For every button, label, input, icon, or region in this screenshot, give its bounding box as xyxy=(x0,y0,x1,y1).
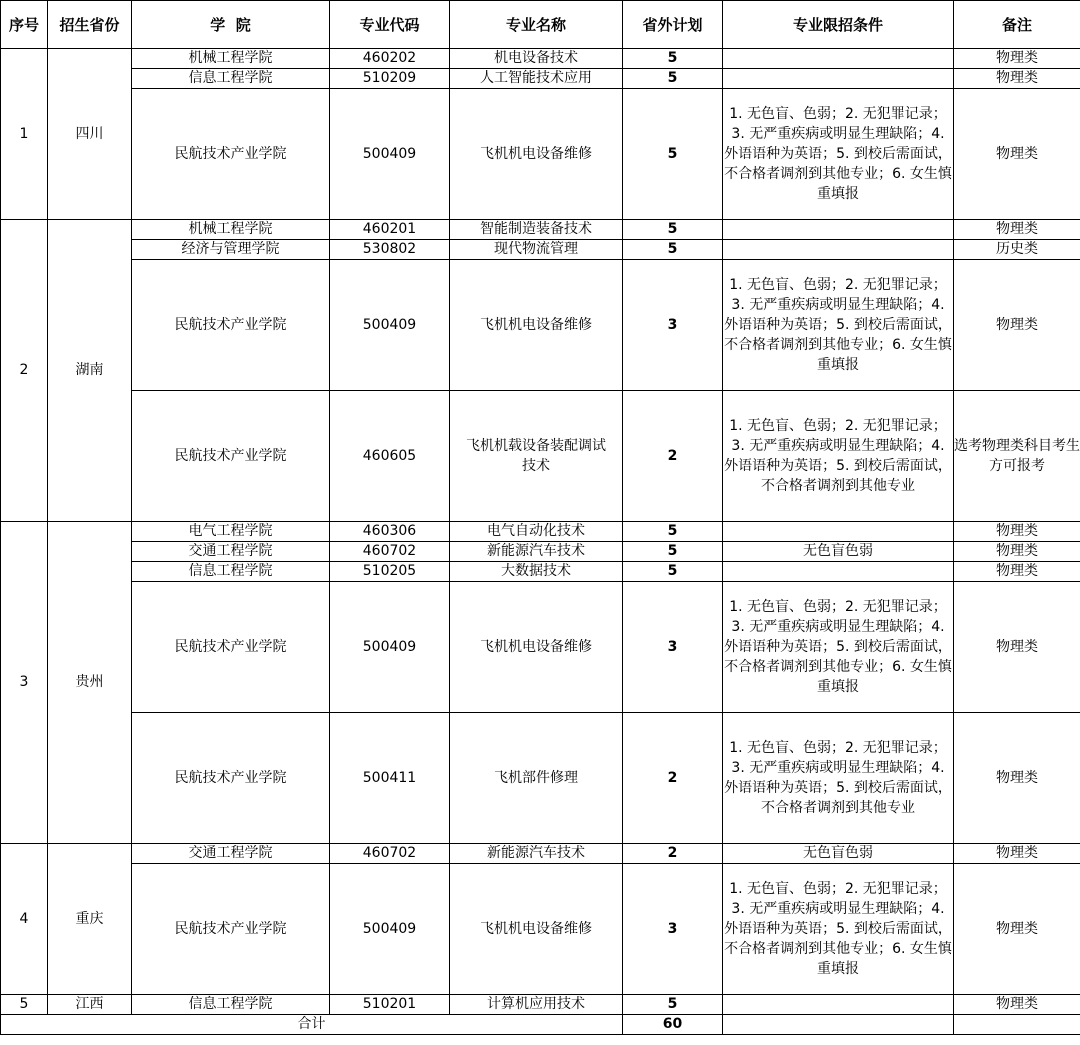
cell-condition: 无色盲色弱 xyxy=(723,844,954,864)
row-index: 5 xyxy=(1,995,48,1015)
cell-condition: 1. 无色盲、色弱；2. 无犯罪记录；3. 无严重疾病或明显生理缺陷；4. 外语语种为英语；5. 到校后需面试，不合格者调剂到其他专业 xyxy=(723,713,954,844)
cell-code: 500411 xyxy=(330,713,450,844)
cell-college: 信息工程学院 xyxy=(132,69,330,89)
cell-college: 机械工程学院 xyxy=(132,49,330,69)
cell-remark: 物理类 xyxy=(954,69,1080,89)
cell-college: 交通工程学院 xyxy=(132,542,330,562)
row-index: 2 xyxy=(1,220,48,522)
cell-plan: 3 xyxy=(623,864,723,995)
cell-remark: 物理类 xyxy=(954,844,1080,864)
table-row xyxy=(1,562,1080,582)
cell-plan: 5 xyxy=(623,220,723,240)
cell-condition xyxy=(723,49,954,69)
cell-code: 510205 xyxy=(330,562,450,582)
cell-plan: 5 xyxy=(623,89,723,220)
total-row xyxy=(1,1015,1080,1035)
header-plan: 省外计划 xyxy=(623,1,723,49)
cell-remark: 物理类 xyxy=(954,89,1080,220)
cell-condition: 1. 无色盲、色弱；2. 无犯罪记录；3. 无严重疾病或明显生理缺陷；4. 外语语种为英语；5. 到校后需面试，不合格者调剂到其他专业；6. 女生慎重填报 xyxy=(723,582,954,713)
cell-plan: 5 xyxy=(623,522,723,542)
cell-remark: 历史类 xyxy=(954,240,1080,260)
cell-condition xyxy=(723,562,954,582)
cell-college: 民航技术产业学院 xyxy=(132,260,330,391)
cell-condition: 无色盲色弱 xyxy=(723,542,954,562)
cell-major: 人工智能技术应用 xyxy=(450,69,623,89)
cell-remark: 物理类 xyxy=(954,864,1080,995)
cell-code: 500409 xyxy=(330,89,450,220)
table-row xyxy=(1,713,1080,844)
cell-condition xyxy=(723,240,954,260)
cell-code: 460306 xyxy=(330,522,450,542)
table-row xyxy=(1,995,1080,1015)
header-college: 学 院 xyxy=(132,1,330,49)
cell-condition xyxy=(723,69,954,89)
cell-plan: 2 xyxy=(623,391,723,522)
cell-major: 飞机机电设备维修 xyxy=(450,260,623,391)
row-index: 4 xyxy=(1,844,48,995)
row-province: 湖南 xyxy=(48,220,132,522)
cell-major: 新能源汽车技术 xyxy=(450,542,623,562)
table-row xyxy=(1,391,1080,522)
row-province: 贵州 xyxy=(48,522,132,844)
table-row xyxy=(1,582,1080,713)
cell-college: 信息工程学院 xyxy=(132,562,330,582)
cell-code: 510201 xyxy=(330,995,450,1015)
table-row xyxy=(1,844,1080,864)
cell-college: 民航技术产业学院 xyxy=(132,713,330,844)
cell-remark: 物理类 xyxy=(954,522,1080,542)
cell-college: 民航技术产业学院 xyxy=(132,391,330,522)
cell-condition: 1. 无色盲、色弱；2. 无犯罪记录；3. 无严重疾病或明显生理缺陷；4. 外语语种为英语；5. 到校后需面试，不合格者调剂到其他专业 xyxy=(723,391,954,522)
cell-condition xyxy=(723,220,954,240)
cell-plan: 2 xyxy=(623,844,723,864)
cell-major: 飞机部件修理 xyxy=(450,713,623,844)
cell-college: 交通工程学院 xyxy=(132,844,330,864)
header-row xyxy=(1,1,1080,49)
cell-remark: 物理类 xyxy=(954,49,1080,69)
cell-code: 460702 xyxy=(330,542,450,562)
table-row xyxy=(1,69,1080,89)
cell-code: 460202 xyxy=(330,49,450,69)
cell-condition xyxy=(723,1015,954,1035)
total-plan: 60 xyxy=(623,1015,723,1035)
cell-major: 机电设备技术 xyxy=(450,49,623,69)
cell-remark: 物理类 xyxy=(954,220,1080,240)
cell-code: 460201 xyxy=(330,220,450,240)
header-province: 招生省份 xyxy=(48,1,132,49)
cell-remark: 选考物理类科目考生方可报考 xyxy=(954,391,1080,522)
row-index: 3 xyxy=(1,522,48,844)
header-condition: 专业限招条件 xyxy=(723,1,954,49)
table-row xyxy=(1,240,1080,260)
cell-major: 电气自动化技术 xyxy=(450,522,623,542)
cell-plan: 5 xyxy=(623,995,723,1015)
cell-major: 大数据技术 xyxy=(450,562,623,582)
cell-plan: 5 xyxy=(623,562,723,582)
cell-plan: 5 xyxy=(623,240,723,260)
cell-condition: 1. 无色盲、色弱；2. 无犯罪记录；3. 无严重疾病或明显生理缺陷；4. 外语语种为英语；5. 到校后需面试，不合格者调剂到其他专业；6. 女生慎重填报 xyxy=(723,864,954,995)
cell-condition: 1. 无色盲、色弱；2. 无犯罪记录；3. 无严重疾病或明显生理缺陷；4. 外语语种为英语；5. 到校后需面试，不合格者调剂到其他专业；6. 女生慎重填报 xyxy=(723,260,954,391)
cell-major: 飞机机电设备维修 xyxy=(450,864,623,995)
row-province: 重庆 xyxy=(48,844,132,995)
row-province: 四川 xyxy=(48,49,132,220)
cell-code: 500409 xyxy=(330,260,450,391)
table-row xyxy=(1,89,1080,220)
cell-college: 信息工程学院 xyxy=(132,995,330,1015)
row-province: 江西 xyxy=(48,995,132,1015)
cell-condition xyxy=(723,995,954,1015)
cell-college: 机械工程学院 xyxy=(132,220,330,240)
cell-college: 经济与管理学院 xyxy=(132,240,330,260)
cell-remark: 物理类 xyxy=(954,542,1080,562)
cell-major: 新能源汽车技术 xyxy=(450,844,623,864)
cell-remark: 物理类 xyxy=(954,562,1080,582)
cell-remark: 物理类 xyxy=(954,260,1080,391)
cell-plan: 5 xyxy=(623,49,723,69)
header-remark: 备注 xyxy=(954,1,1080,49)
cell-code: 530802 xyxy=(330,240,450,260)
cell-major: 飞机机载设备装配调试技术 xyxy=(450,391,623,522)
table-row xyxy=(1,542,1080,562)
table-row xyxy=(1,220,1080,240)
cell-condition xyxy=(723,522,954,542)
cell-code: 460702 xyxy=(330,844,450,864)
cell-college: 民航技术产业学院 xyxy=(132,89,330,220)
header-major: 专业名称 xyxy=(450,1,623,49)
cell-major: 计算机应用技术 xyxy=(450,995,623,1015)
cell-college: 民航技术产业学院 xyxy=(132,864,330,995)
cell-plan: 5 xyxy=(623,542,723,562)
cell-major: 飞机机电设备维修 xyxy=(450,89,623,220)
cell-remark: 物理类 xyxy=(954,713,1080,844)
cell-code: 500409 xyxy=(330,864,450,995)
cell-college: 民航技术产业学院 xyxy=(132,582,330,713)
table-row xyxy=(1,49,1080,69)
cell-major: 智能制造装备技术 xyxy=(450,220,623,240)
cell-major: 飞机机电设备维修 xyxy=(450,582,623,713)
cell-code: 500409 xyxy=(330,582,450,713)
header-code: 专业代码 xyxy=(330,1,450,49)
cell-plan: 3 xyxy=(623,260,723,391)
cell-remark: 物理类 xyxy=(954,582,1080,713)
cell-plan: 3 xyxy=(623,582,723,713)
table-row xyxy=(1,260,1080,391)
total-label: 合计 xyxy=(1,1015,623,1035)
row-index: 1 xyxy=(1,49,48,220)
table-row xyxy=(1,522,1080,542)
cell-remark: 物理类 xyxy=(954,995,1080,1015)
cell-plan: 2 xyxy=(623,713,723,844)
cell-code: 460605 xyxy=(330,391,450,522)
cell-condition: 1. 无色盲、色弱；2. 无犯罪记录；3. 无严重疾病或明显生理缺陷；4. 外语语种为英语；5. 到校后需面试，不合格者调剂到其他专业；6. 女生慎重填报 xyxy=(723,89,954,220)
cell-plan: 5 xyxy=(623,69,723,89)
cell-remark xyxy=(954,1015,1080,1035)
header-index: 序号 xyxy=(1,1,48,49)
cell-college: 电气工程学院 xyxy=(132,522,330,542)
table-row xyxy=(1,864,1080,995)
cell-code: 510209 xyxy=(330,69,450,89)
cell-major: 现代物流管理 xyxy=(450,240,623,260)
